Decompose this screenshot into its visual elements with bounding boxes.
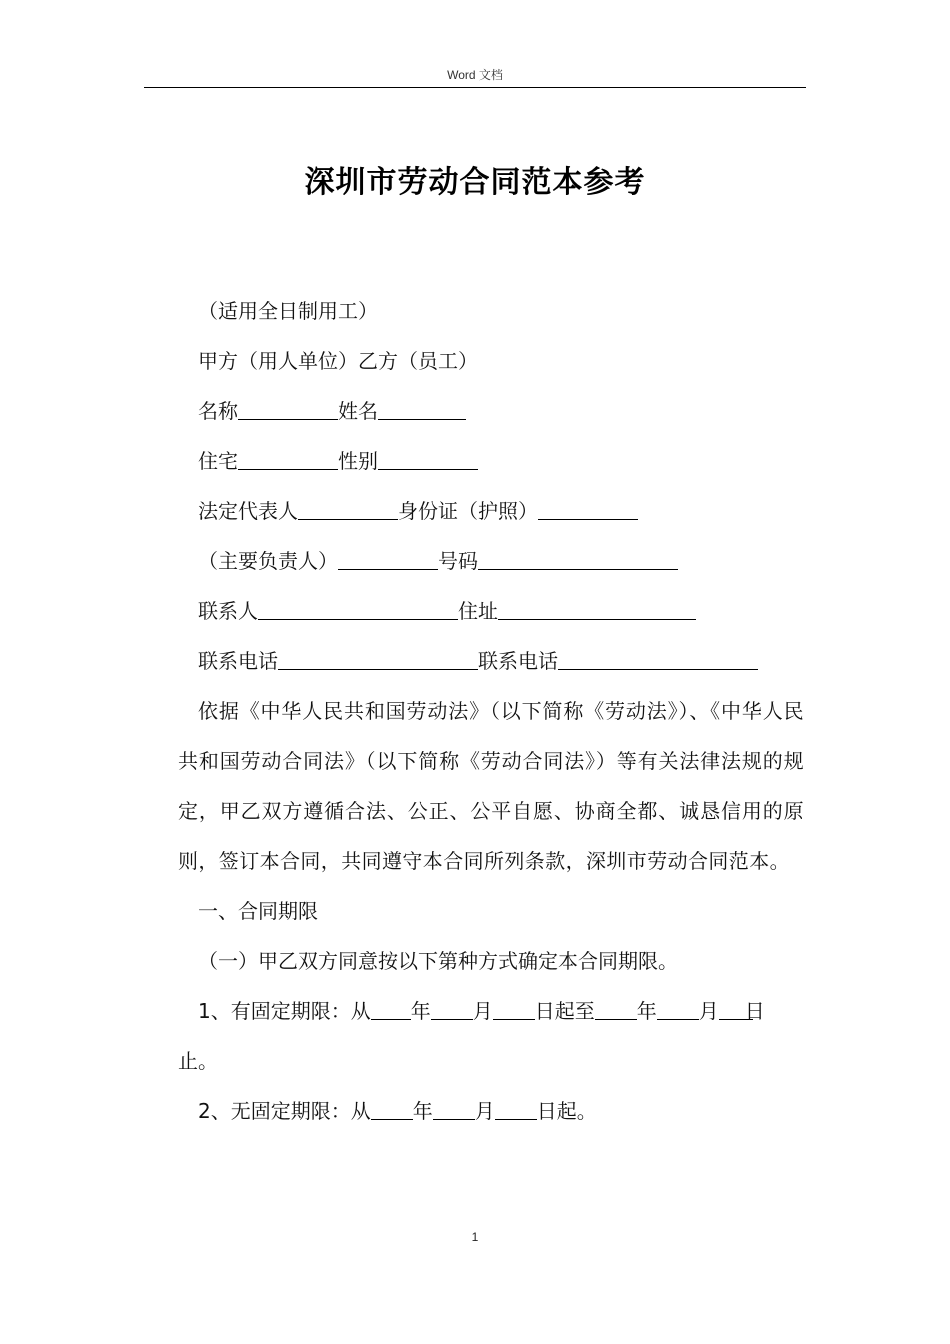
blank: [733, 997, 745, 1020]
principal-label: （主要负责人）: [198, 549, 338, 573]
blank: [495, 1097, 537, 1120]
blank: [431, 997, 473, 1020]
name-blank: [238, 397, 338, 420]
number-label: 号码: [438, 549, 478, 573]
header-rule: [144, 87, 806, 88]
applicability-line: （适用全日制用工）: [198, 299, 378, 323]
document-title: 深圳市劳动合同范本参考: [304, 165, 646, 200]
section-sub-clause: （一）甲乙双方同意按以下第种方式确定本合同期限。: [198, 949, 678, 973]
legal-rep-blank: [298, 497, 398, 520]
contact-line: [178, 586, 804, 636]
open-term-prefix: 2、无固定期限：从: [198, 1099, 371, 1123]
month-label: 月: [698, 999, 719, 1023]
blank: [433, 1097, 475, 1120]
blank: [371, 997, 411, 1020]
month-label: 月: [474, 1099, 495, 1123]
id-label: 身份证（护照）: [398, 499, 538, 523]
principal-blank: [338, 547, 438, 570]
surname-blank: [378, 397, 466, 420]
contact-label: 联系人: [198, 599, 258, 623]
year-label: 年: [410, 999, 431, 1023]
id-blank: [538, 497, 638, 520]
phone-label-b: 联系电话: [478, 649, 558, 673]
surname-label: 姓名: [338, 399, 378, 423]
fixed-term-clause: [178, 986, 804, 1086]
fixed-term-prefix: 1、有固定期限：从: [198, 999, 371, 1023]
month-label: 月: [472, 999, 493, 1023]
legal-rep-label: 法定代表人: [198, 499, 298, 523]
gender-label: 性别: [338, 449, 378, 473]
name-label: 名称: [198, 399, 238, 423]
residence-line: [178, 436, 804, 486]
address-label: 住址: [458, 599, 498, 623]
principal-line: [178, 536, 804, 586]
preamble-paragraph: 依据《中华人民共和国劳动法》（以下简称《劳动法》）、《中华人民共和国劳动合同法》（以下简称《劳动合同法》）等有关法律法规的规定，甲乙双方遵循合法、公正、公平自愿、协商全都、诚恳信用的原则，签订本合同，共同遵守本合同所列条款，深圳市劳动合同范本。: [178, 699, 804, 873]
blank: [371, 1097, 413, 1120]
year-label: 年: [412, 1099, 433, 1123]
number-blank: [478, 547, 678, 570]
header-text: Word 文档: [447, 68, 503, 82]
document-body: [178, 286, 804, 1136]
phone-label-a: 联系电话: [198, 649, 278, 673]
blank: [493, 997, 535, 1020]
legal-rep-line: [178, 486, 804, 536]
day-to-label: 日起至: [534, 999, 595, 1023]
phone-blank-b: [558, 647, 758, 670]
open-term-clause: [178, 1086, 804, 1136]
contact-blank: [258, 597, 458, 620]
residence-label: 住宅: [198, 449, 238, 473]
residence-blank: [238, 447, 338, 470]
address-blank: [498, 597, 696, 620]
year-label: 年: [636, 999, 657, 1023]
end-label: 日止。: [178, 999, 765, 1073]
blank: [657, 997, 699, 1020]
phone-blank-a: [278, 647, 478, 670]
phone-line: [178, 636, 804, 686]
section-heading: 一、合同期限: [198, 899, 318, 923]
parties-line: 甲方（用人单位）乙方（员工）: [198, 349, 478, 373]
page-number: 1: [471, 1230, 479, 1244]
gender-blank: [378, 447, 478, 470]
blank: [595, 997, 637, 1020]
end-label: 日起。: [536, 1099, 597, 1123]
name-line: [178, 386, 804, 436]
